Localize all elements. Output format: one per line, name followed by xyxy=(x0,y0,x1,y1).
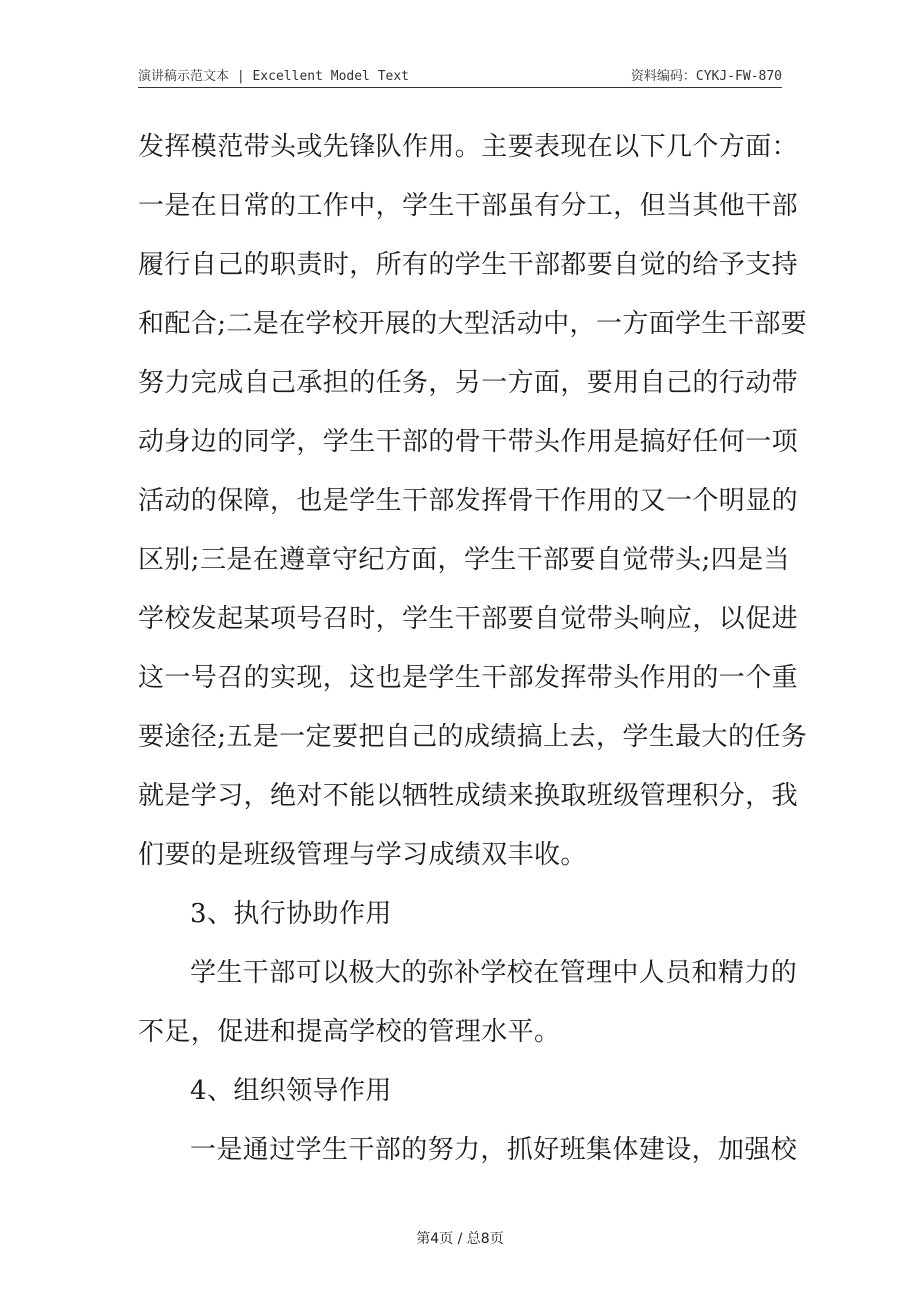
page-number-label: 第4页 / 总8页 xyxy=(416,1231,504,1247)
body-line: 动身边的同学，学生干部的骨干带头作用是搞好任何一项 xyxy=(138,427,799,457)
body-line: 一是通过学生干部的努力，抓好班集体建设，加强校 xyxy=(190,1135,798,1165)
body-line: 区别;三是在遵章守纪方面，学生干部要自觉带头;四是当 xyxy=(138,545,790,575)
page-footer xyxy=(0,1228,920,1248)
section-heading-4: 4、组织领导作用 xyxy=(190,1076,392,1106)
page-header xyxy=(138,62,782,88)
section-heading-3: 3、执行协助作用 xyxy=(190,899,392,929)
body-line: 们要的是班级管理与学习成绩双丰收。 xyxy=(138,840,587,870)
body-line: 学生干部可以极大的弥补学校在管理中人员和精力的 xyxy=(190,958,798,988)
header-left-text: 演讲稿示范文本 | Excellent Model Text xyxy=(138,69,410,84)
body-line: 要途径;五是一定要把自己的成绩搞上去，学生最大的任务 xyxy=(138,722,808,752)
document-body xyxy=(138,118,808,1180)
body-line: 努力完成自己承担的任务，另一方面，要用自己的行动带 xyxy=(138,368,799,398)
header-right-text: 资料编码：CYKJ-FW-870 xyxy=(630,69,782,84)
body-line: 不足，促进和提高学校的管理水平。 xyxy=(138,1017,561,1047)
body-line: 就是学习，绝对不能以牺牲成绩来换取班级管理积分，我 xyxy=(138,781,799,811)
body-line: 这一号召的实现，这也是学生干部发挥带头作用的一个重 xyxy=(138,663,799,693)
body-line: 和配合;二是在学校开展的大型活动中，一方面学生干部要 xyxy=(138,309,808,339)
body-line: 发挥模范带头或先锋队作用。主要表现在以下几个方面： xyxy=(138,132,799,162)
body-line: 学校发起某项号召时，学生干部要自觉带头响应，以促进 xyxy=(138,604,799,634)
body-line: 一是在日常的工作中，学生干部虽有分工，但当其他干部 xyxy=(138,191,799,221)
body-line: 履行自己的职责时，所有的学生干部都要自觉的给予支持 xyxy=(138,250,799,280)
body-line: 活动的保障，也是学生干部发挥骨干作用的又一个明显的 xyxy=(138,486,799,516)
